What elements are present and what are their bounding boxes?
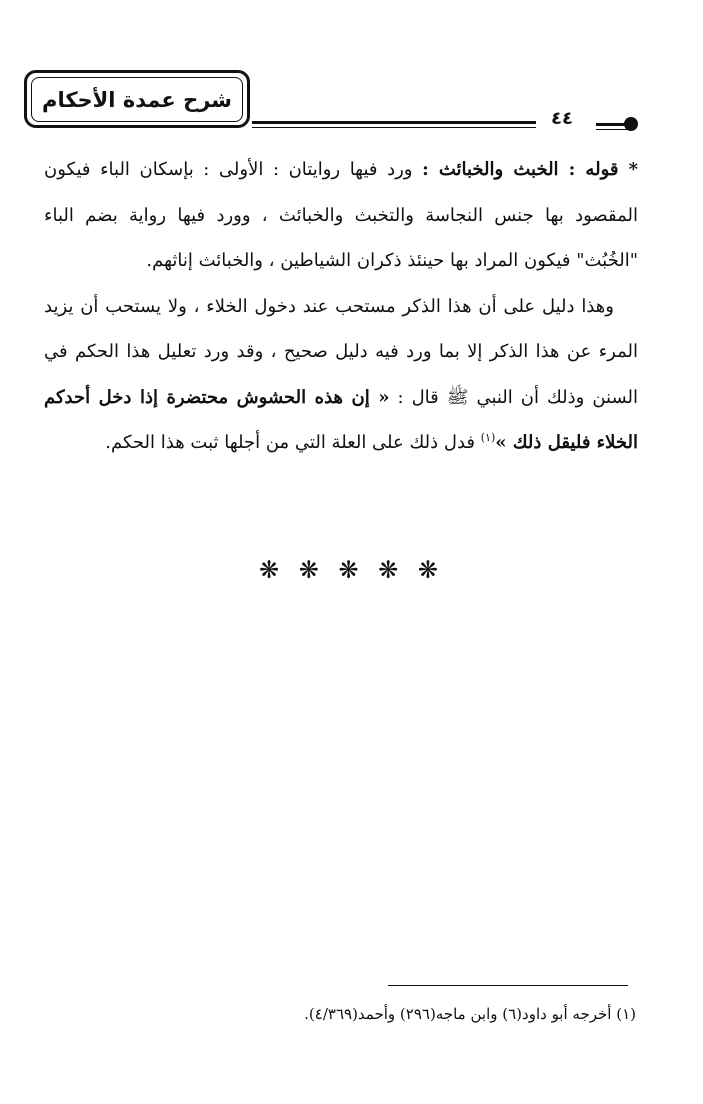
header-dot-ornament <box>624 117 638 131</box>
section-separator: ❋ ❋ ❋ ❋ ❋ <box>258 556 445 584</box>
header-rule <box>252 121 536 124</box>
paragraph-2-text-start: وهذا دليل على أن هذا الذكر مستحب عند دخول الخلاء ، ولا يستحب أن يزيد المرء عن هذا الذكر إلا بما ورد فيه دليل صحيح ، وقد ورد تعليل هذا الحكم في السنن وذلك أن النبي ﷺ قال : <box>44 295 638 408</box>
body-text <box>44 147 638 466</box>
hadith-quote: « إن هذه الحشوش محتضرة إذا دخل أحدكم الخلاء فليقل ذلك » <box>44 386 638 453</box>
footnote-reference: (١) <box>480 431 496 444</box>
header-rule-short-thin <box>596 129 628 130</box>
header-frame <box>31 77 243 122</box>
paragraph-1 <box>44 147 638 284</box>
footnote-rule <box>388 985 628 986</box>
paragraph-1-text: ورد فيها روايتان : الأولى : بإسكان الباء فيكون المقصود بها جنس النجاسة والتخبث والخبائث ، وورد فيها رواية بضم الباء "الخُبُث" فيكون المراد بها حينئذ ذكران الشياطين ، والخبائث إناثهم. <box>44 159 638 271</box>
header-rule-thin <box>252 127 536 128</box>
footnote: (١) أخرجه أبو داود(٦) وابن ماجه(٢٩٦) وأحمد(٤/٣٦٩). <box>304 1005 636 1023</box>
book-title: شرح عمدة الأحكام <box>42 87 232 112</box>
paragraph-2 <box>44 284 638 466</box>
page-number: ٤٤ <box>551 108 573 129</box>
paragraph-2-text-end: فدل ذلك على العلة التي من أجلها ثبت هذا الحكم. <box>105 432 481 453</box>
paragraph-1-lead: * قوله : الخبث والخبائث : <box>422 159 638 180</box>
